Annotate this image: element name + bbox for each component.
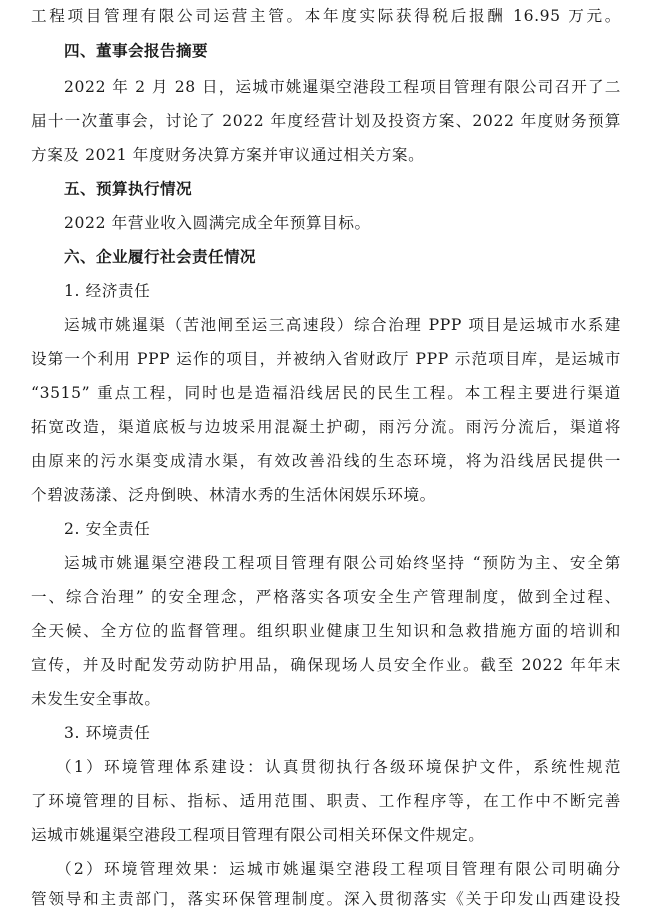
paragraph-line: 未发生安全事故。	[31, 690, 161, 708]
paragraph-line: 宣传，并及时配发劳动防护用品，确保现场人员安全作业。截至 2022 年年末	[31, 656, 621, 674]
paragraph-line: （2）环境管理效果：运城市姚暹渠空港段工程项目管理有限公司明确分	[56, 860, 621, 878]
paragraph-line: 运城市姚暹渠（苦池闸至运三高速段）综合治理 PPP 项目是运城市水系建	[64, 316, 621, 334]
subsection-heading-economic: 1. 经济责任	[64, 282, 151, 300]
section-heading-board-report: 四、董事会报告摘要	[64, 42, 208, 60]
paragraph-line: 届十一次董事会，讨论了 2022 年度经营计划及投资方案、2022 年度财务预算	[31, 112, 621, 130]
paragraph-line: 一、综合治理” 的安全理念，严格落实各项安全生产管理制度，做到全过程、	[31, 588, 621, 606]
paragraph-line: 工程项目管理有限公司运营主管。本年度实际获得税后报酬 16.95 万元。	[31, 7, 621, 25]
paragraph-line: 方案及 2021 年度财务决算方案并审议通过相关方案。	[31, 146, 425, 164]
paragraph-line: 由原来的污水渠变成清水渠，有效改善沿线的生态环境，将为沿线居民提供一	[31, 452, 621, 470]
subsection-heading-environment: 3. 环境责任	[64, 724, 151, 742]
paragraph-line: 2022 年 2 月 28 日，运城市姚暹渠空港段工程项目管理有限公司召开了二	[64, 78, 621, 96]
section-heading-social-responsibility: 六、企业履行社会责任情况	[64, 248, 256, 266]
paragraph-line: 管领导和主责部门，落实环保管理制度。深入贯彻落实《关于印发山西建设投	[31, 890, 621, 908]
paragraph-line: “3515” 重点工程，同时也是造福沿线居民的民生工程。本工程主要进行渠道	[31, 384, 621, 402]
paragraph-line: 运城市姚暹渠空港段工程项目管理有限公司相关环保文件规定。	[31, 826, 485, 844]
paragraph-line: 了环境管理的目标、指标、适用范围、职责、工作程序等，在工作中不断完善	[31, 792, 621, 810]
paragraph-line: 个碧波荡漾、泛舟倒映、林清水秀的生活休闲娱乐环境。	[31, 486, 436, 504]
paragraph-line: （1）环境管理体系建设：认真贯彻执行各级环境保护文件，系统性规范	[56, 758, 621, 776]
paragraph-line: 全天候、全方位的监督管理。组织职业健康卫生知识和急救措施方面的培训和	[31, 622, 621, 640]
paragraph-line: 拓宽改造，渠道底板与边坡采用混凝土护砌，雨污分流。雨污分流后，渠道将	[31, 418, 621, 436]
paragraph-line: 运城市姚暹渠空港段工程项目管理有限公司始终坚持 “预防为主、安全第	[64, 554, 621, 572]
paragraph-line: 2022 年营业收入圆满完成全年预算目标。	[64, 214, 371, 232]
paragraph-line: 设第一个利用 PPP 运作的项目，并被纳入省财政厅 PPP 示范项目库，是运城市	[31, 350, 621, 368]
subsection-heading-safety: 2. 安全责任	[64, 520, 151, 538]
section-heading-budget: 五、预算执行情况	[64, 180, 192, 198]
